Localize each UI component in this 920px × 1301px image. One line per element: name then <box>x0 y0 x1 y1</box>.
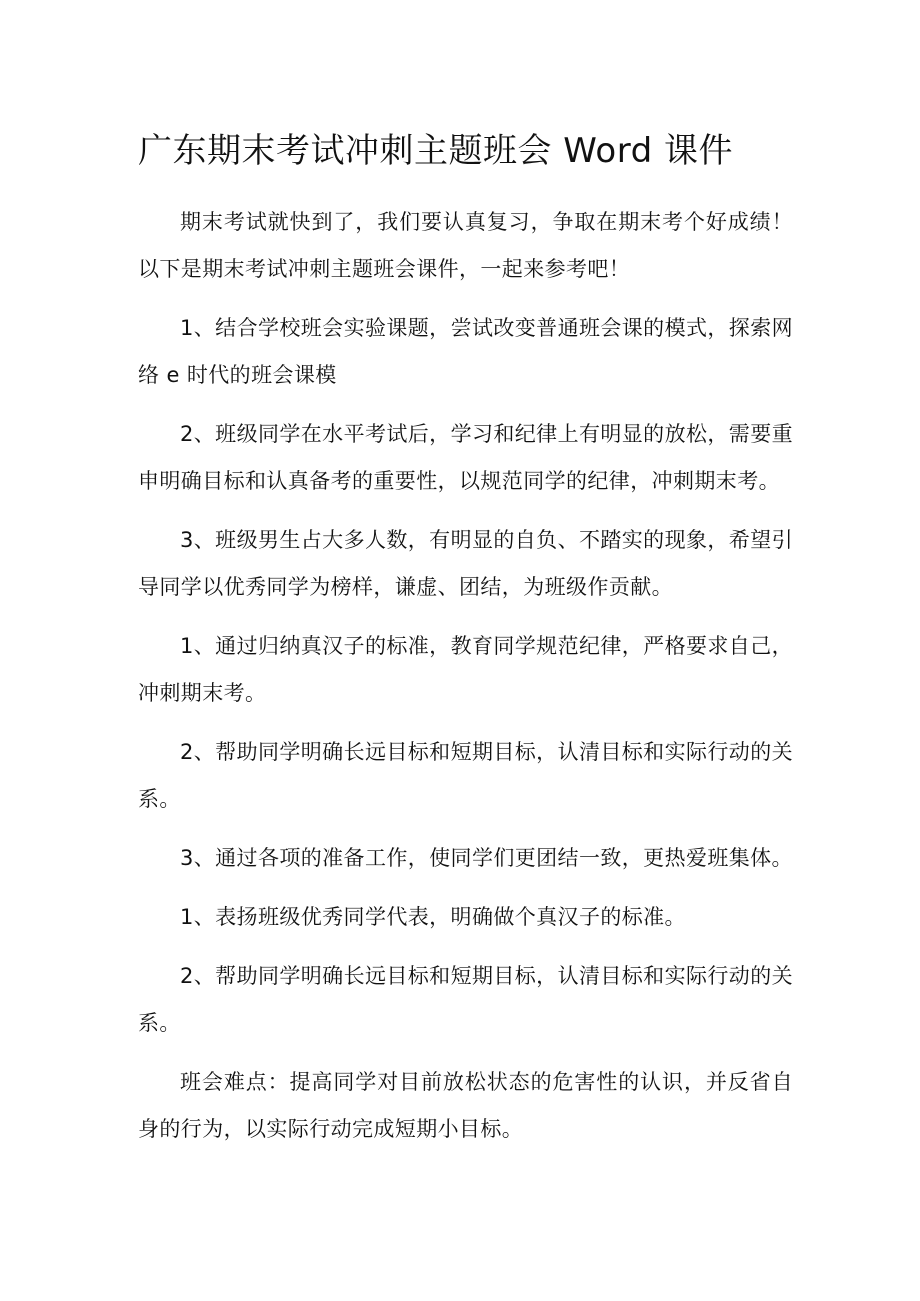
paragraph-item: 1、表扬班级优秀同学代表，明确做个真汉子的标准。 <box>180 905 686 929</box>
paragraph-item: 3、通过各项的准备工作，使同学们更团结一致，更热爱班集体。 <box>180 846 793 870</box>
paragraph-item: 2、班级同学在水平考试后，学习和纪律上有明显的放松，需要重申明确目标和认真备考的重要性，以规范同学的纪律，冲刺期末考。 <box>138 422 793 493</box>
paragraph-item: 1、结合学校班会实验课题，尝试改变普通班会课的模式，探索网络 e 时代的班会课模 <box>138 316 793 387</box>
document-title: 广东期末考试冲刺主题班会 Word 课件 <box>138 131 734 171</box>
paragraph-difficulty: 班会难点：提高同学对目前放松状态的危害性的认识，并反省自身的行为，以实际行动完成短期小目标。 <box>138 1070 793 1141</box>
document-body <box>138 199 793 1165</box>
paragraph-item: 2、帮助同学明确长远目标和短期目标，认清目标和实际行动的关系。 <box>138 964 793 1035</box>
paragraph-item: 1、通过归纳真汉子的标准，教育同学规范纪律，严格要求自己，冲刺期末考。 <box>138 634 793 705</box>
paragraph-item: 3、班级男生占大多人数，有明显的自负、不踏实的现象，希望引导同学以优秀同学为榜样，谦虚、团结，为班级作贡献。 <box>138 528 793 599</box>
paragraph-intro: 期末考试就快到了，我们要认真复习，争取在期末考个好成绩！以下是期末考试冲刺主题班会课件，一起来参考吧！ <box>138 210 793 281</box>
paragraph-item: 2、帮助同学明确长远目标和短期目标，认清目标和实际行动的关系。 <box>138 740 793 811</box>
